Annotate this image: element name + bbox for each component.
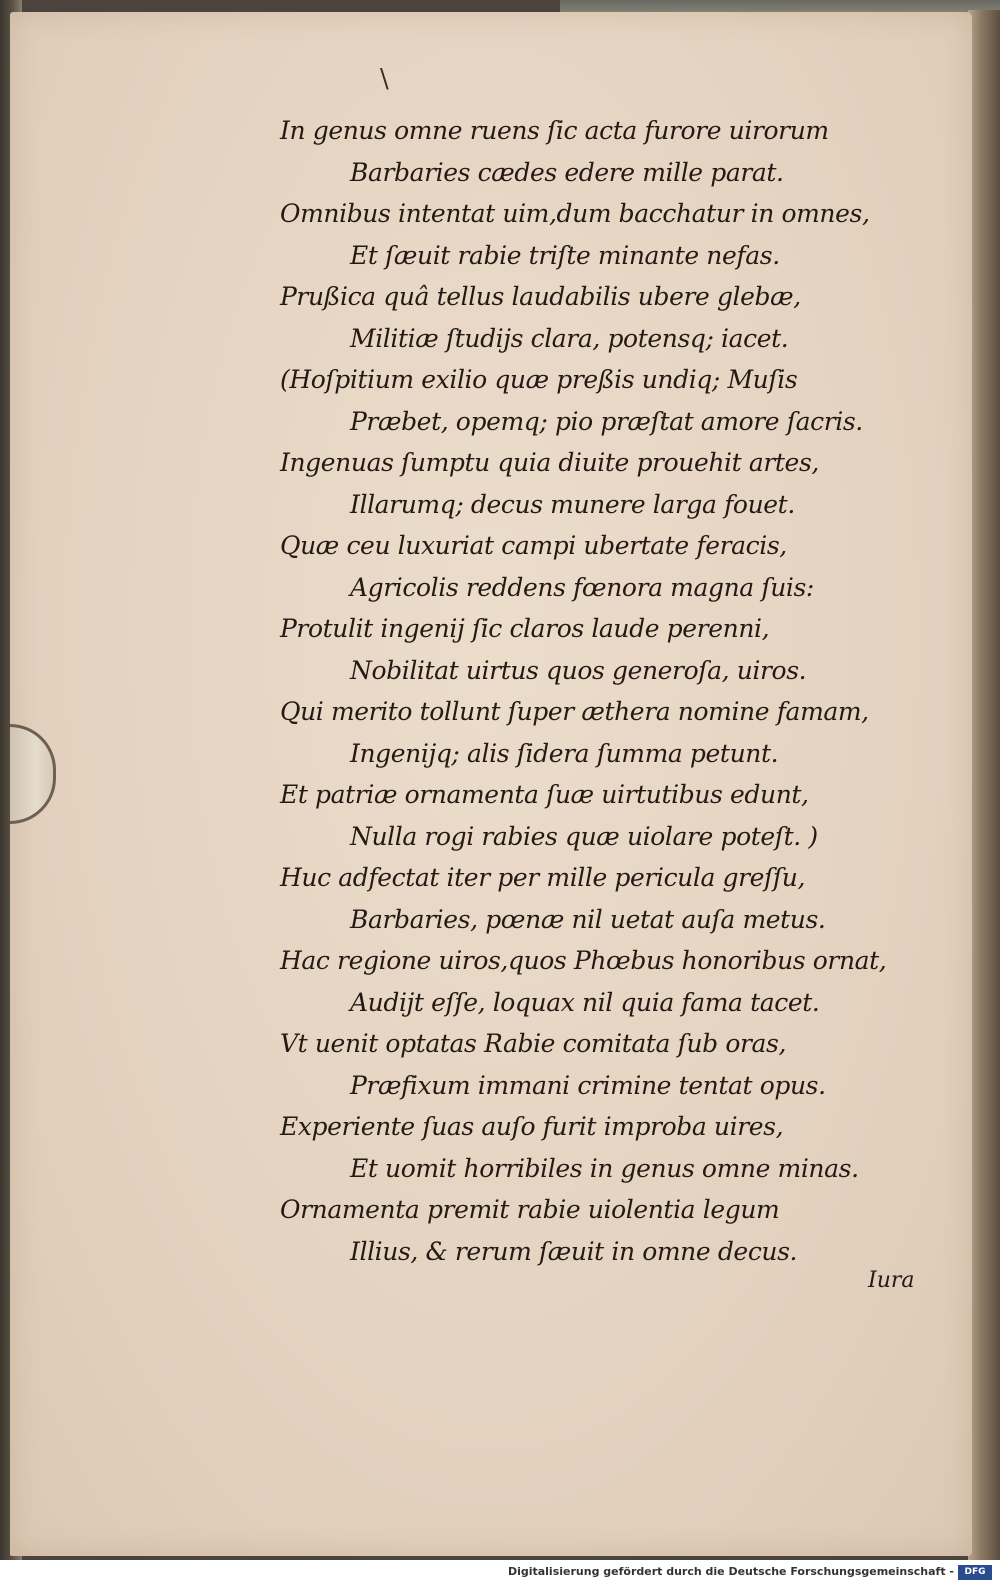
verse-line: Barbaries, pœnæ nil uetat auſa metus. — [350, 904, 826, 934]
footer-bar — [0, 1560, 1000, 1586]
verse-line: Nulla rogi rabies quæ uiolare poteſt. ) — [350, 821, 818, 851]
verse-line: Ornamenta premit rabie uiolentia legum — [280, 1195, 780, 1224]
verse-line: Experiente ſuas auſo furit improba uires, — [280, 1112, 784, 1141]
verse-line: Et uomit horribiles in genus omne minas. — [350, 1153, 859, 1183]
verse-line: Hac regione uiros,quos Phœbus honoribus ornat, — [280, 946, 887, 975]
verse-line: Præfixum immani crimine tentat opus. — [350, 1070, 826, 1100]
verse-line: Nobilitat uirtus quos generoſa, uiros. — [350, 655, 807, 685]
verse-line: Protulit ingenij ſic claros laude perenni, — [280, 614, 770, 643]
paper-page — [10, 12, 972, 1556]
verse-line: Illarumq; decus munere larga fouet. — [350, 489, 795, 519]
right-book-edge — [968, 10, 1000, 1560]
verse-line: Et ſæuit rabie triſte minante nefas. — [350, 240, 780, 270]
catchword: Iura — [868, 1268, 915, 1293]
verse-line: Illius, & rerum ſæuit in omne decus. — [350, 1236, 798, 1266]
verse-line: Audijt eſſe, loquax nil quia fama tacet. — [350, 987, 820, 1017]
verse-line: (Hoſpitium exilio quæ preßis undiq; Muſis — [280, 365, 798, 394]
page-mark: \ — [380, 64, 389, 94]
verse-line: Et patriæ ornamenta ſuæ uirtutibus edunt, — [280, 780, 809, 809]
funding-notice: Digitalisierung gefördert durch die Deutsche Forschungsgemeinschaft - — [507, 1565, 954, 1578]
verse-line: Omnibus intentat uim,dum bacchatur in omnes, — [280, 199, 870, 228]
clasp-icon — [10, 724, 56, 824]
verse-line: Huc adfectat iter per mille pericula greſſu, — [280, 863, 806, 892]
verse-line: Quæ ceu luxuriat campi ubertate feracis, — [280, 531, 787, 560]
verse-block — [280, 110, 940, 1272]
verse-line: Ingenuas ſumptu quia diuite prouehit artes, — [280, 448, 819, 477]
verse-line: Vt uenit optatas Rabie comitata ſub oras, — [280, 1029, 787, 1058]
verse-line: Agricolis reddens fœnora magna ſuis: — [350, 572, 814, 602]
verse-line: Qui merito tollunt ſuper æthera nomine famam, — [280, 697, 869, 726]
verse-line: Præbet, opemq; pio præſtat amore ſacris. — [350, 406, 863, 436]
verse-line: Prußica quâ tellus laudabilis ubere glebæ, — [280, 282, 801, 311]
dfg-logo: DFG — [958, 1565, 992, 1580]
verse-line: Militiæ ſtudijs clara, potensq; iacet. — [350, 323, 789, 353]
verse-line: In genus omne ruens ſic acta furore uirorum — [280, 116, 829, 145]
verse-line: Ingenijq; alis ſidera ſumma petunt. — [350, 738, 779, 768]
verse-line: Barbaries cædes edere mille parat. — [350, 157, 784, 187]
